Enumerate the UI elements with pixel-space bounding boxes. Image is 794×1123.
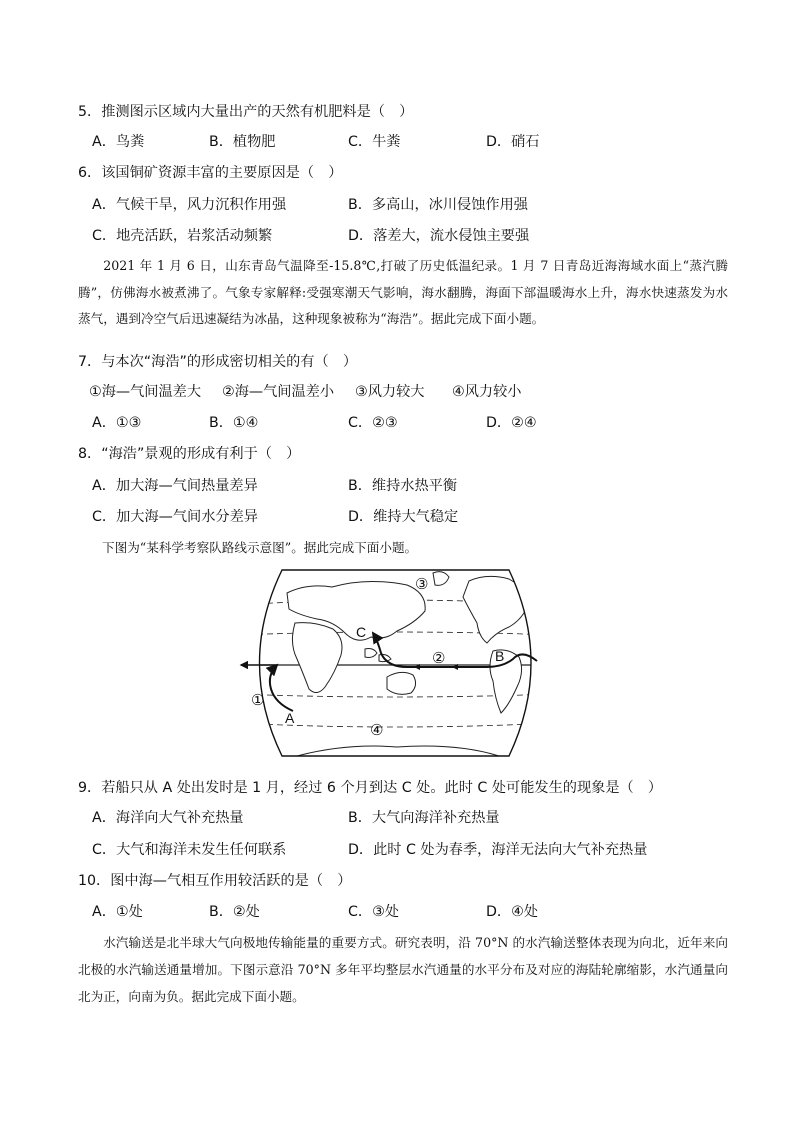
question-8-stem: 8．“海浩”景观的形成有利于（ ） <box>78 446 301 462</box>
q8-option-c: C．加大海—气间水分差异 <box>92 509 258 525</box>
q7-statement-1: ①海—气间温差大 <box>89 384 202 400</box>
q8-option-d: D．维持大气稳定 <box>348 509 459 525</box>
question-7-stem: 7．与本次“海浩”的形成密切相关的有（ ） <box>78 354 358 370</box>
q6-option-b: B．多高山，冰川侵蚀作用强 <box>348 197 528 213</box>
label-circle-2: ② <box>432 650 446 667</box>
landmasses <box>287 572 529 756</box>
label-b: B <box>495 648 505 664</box>
label-circle-4: ④ <box>370 722 384 739</box>
q10-option-d: D．④处 <box>486 904 539 920</box>
q7-statement-4: ④风力较小 <box>452 384 522 400</box>
passage-water-vapor: 水汽输送是北半球大气向极地传输能量的重要方式。研究表明，沿 70°N 的水汽输送整体表现为向北，近年来向北极的水汽输送通量增加。下图示意沿 70°N 多年平均整层水汽通量的水平分布及对应的海陆轮廓缩影，水汽通量向北为正，向南为负。据此完成下面小题。 <box>78 935 728 1005</box>
question-9-stem: 9．若船只从 A 处出发时是 1 月，经过 6 个月到达 C 处。此时 C 处可能发生的现象是（ ） <box>78 780 663 796</box>
q9-option-d: D．此时 C 处为春季，海洋无法向大气补充热量 <box>348 842 648 858</box>
label-circle-1: ① <box>251 692 265 709</box>
q7-option-d: D．②④ <box>486 415 537 431</box>
expedition-route-map <box>237 563 553 763</box>
passage-expedition: 下图为“某科学考察队路线示意图”。据此完成下面小题。 <box>102 540 418 555</box>
label-a: A <box>285 710 295 726</box>
q8-option-b: B．维持水热平衡 <box>348 478 458 494</box>
q5-option-d: D．硝石 <box>486 134 540 150</box>
question-5-stem: 5．推测图示区域内大量出产的天然有机肥料是（ ） <box>78 104 414 120</box>
q9-option-a: A．海洋向大气补充热量 <box>92 810 244 826</box>
q7-statement-2: ②海—气间温差小 <box>222 384 335 400</box>
q6-option-d: D．落差大，流水侵蚀主要强 <box>348 228 530 244</box>
q5-option-c: C．牛粪 <box>348 134 401 150</box>
q9-option-b: B．大气向海洋补充热量 <box>348 810 500 826</box>
q7-option-a: A．①③ <box>92 415 142 431</box>
q10-option-a: A．①处 <box>92 904 143 920</box>
passage-haihao: 2021 年 1 月 6 日，山东青岛气温降至-15.8℃,打破了历史低温纪录。1 月 7 日青岛近海海域水面上“蒸汽腾腾”，仿佛海水被煮沸了。气象专家解释:受强寒潮天气影响，海水翻腾，海面下部温暖海水上升，海水快速蒸发为水蒸气，遇到冷空气后迅速凝结为冰晶，这种现象被称为“海浩”。据此完成下面小题。 <box>78 258 728 326</box>
label-circle-3: ③ <box>415 576 429 593</box>
q5-option-b: B．植物肥 <box>209 134 276 150</box>
q9-option-c: C．大气和海洋未发生任何联系 <box>92 842 287 858</box>
label-c: C <box>356 624 367 640</box>
q6-option-a: A．气候干旱，风力沉积作用强 <box>92 197 287 213</box>
q10-option-b: B．②处 <box>209 904 260 920</box>
question-6-stem: 6．该国铜矿资源丰富的主要原因是（ ） <box>78 165 343 181</box>
question-10-stem: 10．图中海—气相互作用较活跃的是（ ） <box>78 873 352 889</box>
q7-option-c: C．②③ <box>348 415 398 431</box>
q5-option-a: A．鸟粪 <box>92 134 145 150</box>
q7-option-b: B．①④ <box>209 415 259 431</box>
q6-option-c: C．地壳活跃，岩浆活动频繁 <box>92 228 273 244</box>
q8-option-a: A．加大海—气间热量差异 <box>92 478 258 494</box>
q7-statement-3: ③风力较大 <box>355 384 425 400</box>
q10-option-c: C．③处 <box>348 904 400 920</box>
